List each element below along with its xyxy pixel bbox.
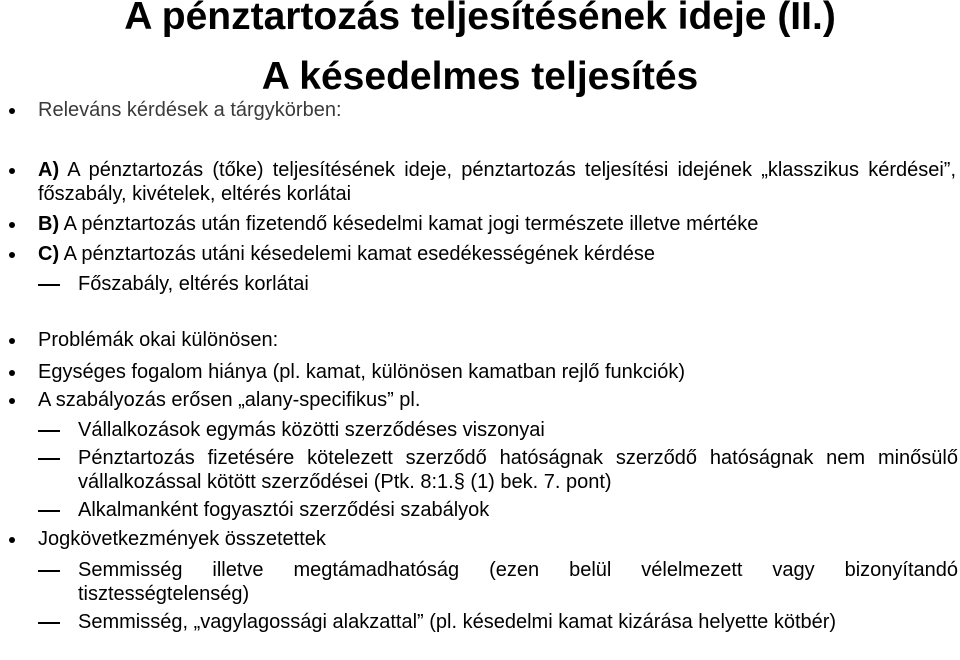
sub-item-text: Pénztartozás fizetésére kötelezett szerződő hatóságnak szerződő hatóságnak nem minősülő vállalkozással kötött szerződései (Ptk. 8:1.§ (1) bek. 7. pont) bbox=[78, 447, 958, 493]
bullet-text bbox=[38, 212, 956, 236]
bullet-dot-icon bbox=[9, 168, 15, 174]
bullet-text: A szabályozás erősen „alany-specifikus” pl. bbox=[38, 389, 421, 411]
sub-item-text: Semmisség illetve megtámadhatóság (ezen belül vélelmezett vagy bizonyítandó tisztességtelenség) bbox=[78, 559, 958, 605]
item-label: B) bbox=[38, 213, 60, 235]
bullet-text: Problémák okai különösen: bbox=[38, 329, 279, 351]
dash-icon bbox=[38, 458, 60, 460]
dash-icon bbox=[38, 622, 60, 624]
bullet-text bbox=[38, 158, 956, 206]
slide-title-line-2: A késedelmes teljesítés bbox=[261, 55, 699, 98]
sub-item-text: Alkalmanként fogyasztói szerződési szabályok bbox=[78, 499, 490, 521]
bullet-dot-icon bbox=[9, 222, 15, 228]
item-body: A pénztartozás után fizetendő késedelmi kamat jogi természete illetve mértéke bbox=[63, 213, 759, 235]
bullet-dot-icon bbox=[9, 398, 15, 404]
dash-icon bbox=[38, 570, 60, 572]
dash-icon bbox=[38, 430, 60, 432]
sub-item-text: Semmisség, „vagylagossági alakzattal” (pl. késedelmi kamat kizárása helyette kötbér) bbox=[78, 611, 837, 633]
sub-item-text: Vállalkozások egymás közötti szerződéses viszonyai bbox=[78, 419, 545, 441]
bullet-text: Jogkövetkezmények összetettek bbox=[38, 528, 326, 550]
dash-icon bbox=[38, 510, 60, 512]
item-body: A pénztartozás utáni késedelemi kamat esedékességének kérdése bbox=[63, 243, 656, 265]
bullet-text: Egységes fogalom hiánya (pl. kamat, különösen kamatban rejlő funkciók) bbox=[38, 361, 686, 383]
bullet-text bbox=[38, 242, 956, 266]
item-label: C) bbox=[38, 243, 60, 265]
bullet-dot-icon bbox=[9, 370, 15, 376]
bullet-dot-icon bbox=[9, 252, 15, 258]
sub-item-text: Főszabály, eltérés korlátai bbox=[78, 273, 309, 295]
bullet-dot-icon bbox=[9, 537, 15, 543]
slide-title-line-1: A pénztartozás teljesítésének ideje (II.) bbox=[124, 0, 836, 38]
item-label: A) bbox=[38, 159, 60, 181]
item-body: A pénztartozás (tőke) teljesítésének ideje, pénztartozás teljesítési idejének „klasszikus kérdései”, főszabály, kivételek, eltérés korlátai bbox=[38, 159, 957, 205]
dash-icon bbox=[38, 284, 60, 286]
bullet-dot-icon bbox=[9, 338, 15, 344]
bullet-dot-icon bbox=[9, 108, 15, 114]
bullet-text: Releváns kérdések a tárgykörben: bbox=[38, 99, 342, 121]
